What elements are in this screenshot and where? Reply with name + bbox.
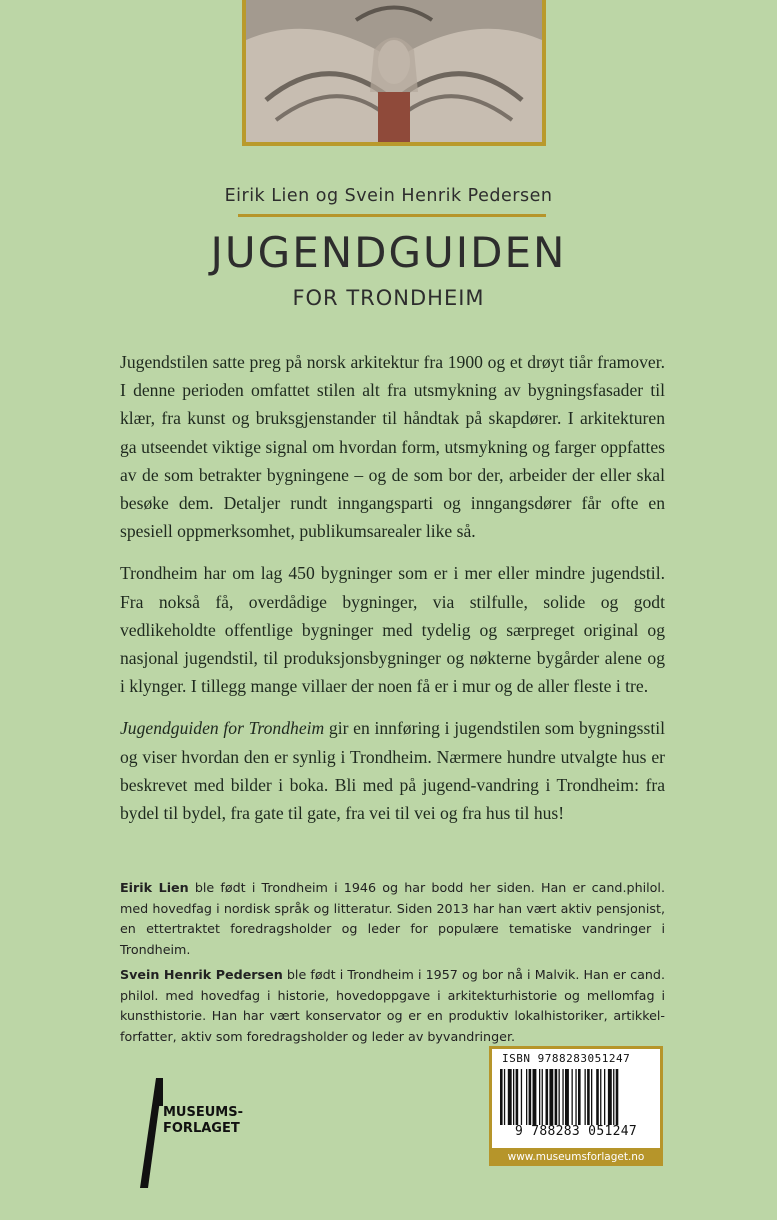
barcode-bar <box>559 1069 560 1125</box>
barcode-bar <box>500 1069 503 1125</box>
bio-eirik-lien <box>120 878 665 960</box>
publisher-url: www.museumsforlaget.no <box>489 1148 663 1166</box>
isbn-barcode <box>489 1046 663 1166</box>
barcode-bar <box>533 1069 537 1125</box>
barcode-bar <box>526 1069 527 1125</box>
author-bios <box>120 878 665 1052</box>
book-title-italic: Jugendguiden for Trondheim <box>120 718 325 739</box>
isbn-label: ISBN 9788283051247 <box>502 1052 631 1065</box>
book-subtitle: FOR TRONDHEIM <box>292 286 485 310</box>
book-title: JUGENDGUIDEN <box>210 228 567 277</box>
barcode-bar <box>504 1069 505 1125</box>
barcode-bar <box>604 1069 605 1125</box>
barcode-bar <box>529 1069 532 1125</box>
barcode-bar <box>521 1069 522 1125</box>
publisher-name-line-2: FORLAGET <box>163 1121 240 1136</box>
bio-name-2: Svein Henrik Pedersen <box>120 967 283 982</box>
barcode-bar <box>608 1069 612 1125</box>
barcode-bar <box>596 1069 599 1125</box>
barcode-bar <box>572 1069 573 1125</box>
cover-photo-jugend-ornament <box>242 0 546 146</box>
barcode-bar <box>613 1069 614 1125</box>
publisher-name-line-1: MUSEUMS- <box>163 1105 243 1120</box>
barcode-bar <box>516 1069 519 1125</box>
bio-name-1: Eirik Lien <box>120 880 189 895</box>
barcode-bar <box>549 1069 553 1125</box>
blurb-paragraph-2: Trondheim har om lag 450 bygninger som er i mer eller mindre jugendstil. Fra nokså få, overdådige bygninger, via stilfulle, solide og godt vedlikeholdte offentlige bygninger med tydelig og særpreget original og nasjonal jugendstil, til produksjonsbygninger og nøkterne bygårder alene og i klynger. I tillegg mange villaer der noen få er i mur og de aller fleste i tre. <box>120 563 665 697</box>
bio-text-2: ble født i Trondheim i 1957 og bor nå i Malvik. Han er cand. philol. med hovedfag i historie, hovedoppgave i arkitekturhistorie og mellomfag i kunsthistorie. Han har vært konservator og er en produktiv lokalhistoriker, artikkel-forfatter, aktiv som foredragsholder og leder av byvandringer. <box>120 967 665 1044</box>
barcode-bar <box>508 1069 512 1125</box>
blurb-paragraph-1: Jugendstilen satte preg på norsk arkitektur fra 1900 og et drøyt tiår framover. I denne perioden omfattet stilen alt fra utsmykning av bygningsfasader til klær, fra kunst og bruksgjenstander til håndtak på skapdører. I arkitekturen ga utseendet viktige signal om hvordan form, utsmykning og farger oppfattes av de som betrakter bygningene – og de som bor der, arbeider der eller skal besøke dem. Detaljer rundt inngangsparti og inngangsdører får ofte en spesiell oppmerksomhet, publikumsarealer like så. <box>120 352 665 542</box>
publisher-name <box>163 1105 243 1137</box>
barcode-bar <box>578 1069 581 1125</box>
bio-svein-henrik-pedersen <box>120 965 665 1047</box>
barcode-bar <box>546 1069 549 1125</box>
bio-text-1: ble født i Trondheim i 1946 og har bodd her siden. Han er cand.philol. med hovedfag i nordisk språk og litteratur. Siden 2013 har han vært aktiv pensjonist, en ettertraktet foredragsholder og leder for populære tematiske vandringer i Trondheim. <box>120 880 665 957</box>
barcode-digits: 9 788283 051247 <box>515 1124 637 1139</box>
barcode-bar <box>562 1069 563 1125</box>
barcode-bars-icon <box>500 1069 652 1125</box>
barcode-bar <box>585 1069 586 1125</box>
barcode-bar <box>513 1069 514 1125</box>
barcode-bar <box>591 1069 592 1125</box>
blurb-text <box>120 348 665 841</box>
authors-line: Eirik Lien og Svein Henrik Pedersen <box>224 186 553 206</box>
barcode-bar <box>600 1069 601 1125</box>
blurb-paragraph-3 <box>120 714 665 827</box>
barcode-bar <box>555 1069 558 1125</box>
barcode-bar <box>542 1069 543 1125</box>
barcode-bar <box>565 1069 569 1125</box>
barcode-bar <box>575 1069 576 1125</box>
barcode-bar <box>539 1069 540 1125</box>
barcode-bar <box>587 1069 590 1125</box>
gold-divider <box>238 214 546 217</box>
blurb-paragraph-3-text: gir en innføring i jugendstilen som bygningsstil og viser hvordan den er synlig i Trondheim. Nærmere hundre utvalgte hus er beskrevet med bilder i boka. Bli med på jugend-vandring i Trondheim: fra bydel til bydel, fra gate til gate, fra vei til vei og fra hus til hus! <box>120 718 665 824</box>
barcode-bar <box>616 1069 619 1125</box>
